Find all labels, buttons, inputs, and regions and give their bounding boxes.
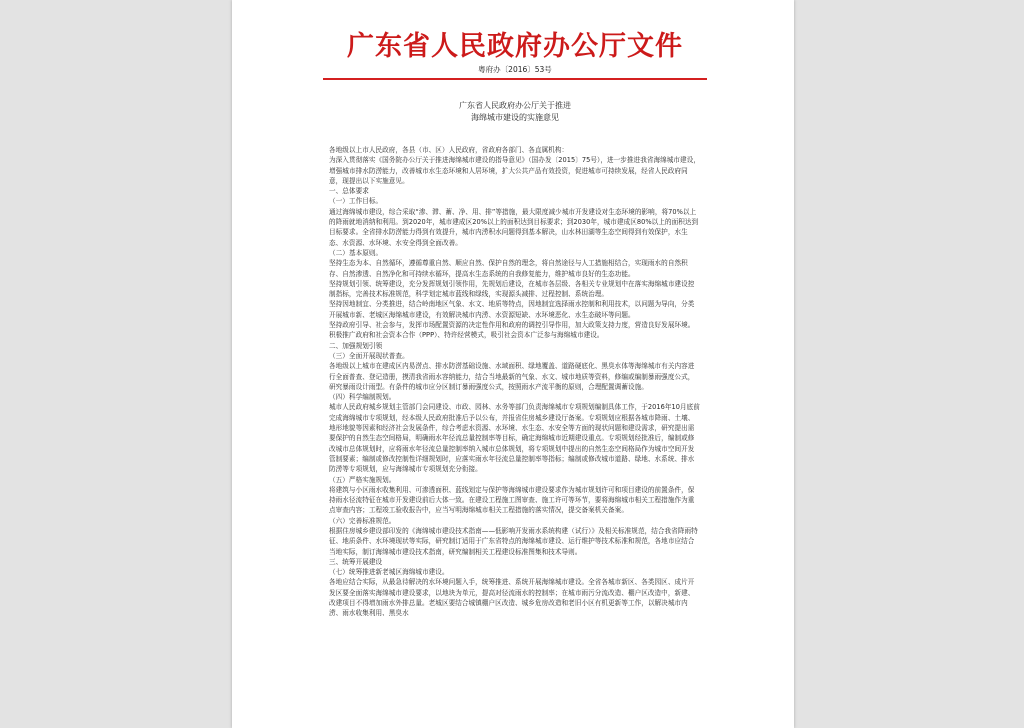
page-content — [329, 30, 701, 619]
body-paragraph: 坚持规划引领、统筹建设，充分发挥规划引领作用，先规划后建设，在城市各层级、各相关专业规划中在落实海绵城市建设控制指标，完善技术标准规范，科学划定城市蓝线和绿线，实现源头减排、过程控制、系统治理。 — [329, 279, 695, 299]
document-header-title: 广东省人民政府办公厅文件 — [347, 31, 683, 62]
red-divider-line — [323, 78, 707, 80]
section-heading: 三、统筹开展建设 — [329, 557, 383, 566]
subsection-heading: （四）科学编制规划。 — [329, 393, 396, 402]
document-title-line: 海绵城市建设的实施意见 — [471, 113, 559, 122]
section-heading: 一、总体要求 — [329, 187, 369, 196]
subsection-heading: （五）严格实施规划。 — [329, 475, 396, 484]
subsection-heading: （二）基本原则。 — [329, 248, 383, 257]
body-paragraph: 将建筑与小区雨水收集利用、可渗透面积、蓝线划定与保护等海绵城市建设要求作为城市规划许可和项目建设的前置条件，保持雨水径流特征在城市开发建设前后大体一致。在建设工程施工图审查、施工许可等环节，要将海绵城市相关工程措施作为重点审查内容；工程竣工验收报告中，应当写明海绵城市相关工程措施的落实情况，提交备案机关备案。 — [329, 485, 695, 515]
body-paragraph: 坚持因地制宜、分类推进，结合岭南地区气象、水文、地质等特点，因地制宜选择雨水控制和利用技术，以问题为导向，分类开展城市新、老城区海绵城市建设，有效解决城市内涝、水资源短缺、水环境恶化、水生态破坏等问题。 — [329, 300, 695, 319]
document-page — [232, 0, 794, 728]
body-paragraph: 城市人民政府城乡规划主管部门会同建设、市政、园林、水务等部门负责海绵城市专项规划编制具体工作，于2016年10月底前完成海绵城市专项规划，经本级人民政府批准后予以公布，并报省住房城乡建设厅备案。专项规划应根据各城市降雨、土壤、地形地貌等因素和经济社会发展条件，综合考虑水资源、水环境、水生态、水安全等方面的现状问题和建设需求，研究提出需要保护的自然生态空间格局，明确雨水年径流总量控制率等目标，确定海绵城市近期建设重点。专项规划经批准后，编制或修改城市总体规划时，应将雨水年径流总量控制率纳入城市总体规划，将专项规划中提出的自然生态空间格局作为城市空间开发管制要素；编制或修改控制性详细规划时，应落实雨水年径流总量控制率等指标；编制或修改城市道路、绿地、水系统、排水防涝等专项规划，应与海绵城市专项规划充分衔接。 — [329, 403, 700, 474]
document-title-line: 广东省人民政府办公厅关于推进 — [459, 101, 571, 110]
document-number: 粤府办〔2016〕53号 — [478, 65, 552, 74]
body-paragraph: 各地应结合实际，从最急待解决的水环境问题入手，统筹推进、系统开展海绵城市建设。全省各城市新区、各类园区、成片开发区要全面落实海绵城市建设要求，以地块为单元，提高对径流雨水的控制率；在城市雨污分流改造、棚户区改造中，新建、改建项目不得增加雨水外排总量。老城区要结合城镇棚户区改造、城乡危房改造和老旧小区有机更新等工作，以解决城市内涝、雨水收集利用、黑臭水 — [329, 578, 695, 618]
body-paragraph: 坚持政府引导、社会参与，发挥市场配置资源的决定性作用和政府的调控引导作用，加大政策支持力度，营造良好发展环境。积极推广政府和社会资本合作（PPP）、特许经营模式，吸引社会资本广泛参与海绵城市建设。 — [329, 321, 695, 340]
body-paragraph: 各地级以上城市在建成区内易涝点、排水防涝基础设施、水域面积、绿地覆盖、道路硬底化、黑臭水体等海绵城市有关内容进行全面普查、登记造册，摸清我省雨水容纳能力，结合当地最新的气象、水文、城市地质等资料，修编或编制暴雨强度公式，研究暴雨设计雨型。有条件的城市应分区制订暴雨强度公式，按照雨水产流平衡的原则，合理配置调蓄设施。 — [329, 362, 695, 391]
subsection-heading: （三）全面开展现状普查。 — [329, 351, 409, 360]
subsection-heading: （六）完善标准规范。 — [329, 516, 396, 525]
body-paragraph: 坚持生态为本、自然循环，遵循尊重自然、顺应自然、保护自然的理念，将自然途径与人工措施相结合，实现雨水的自然积存、自然渗透、自然净化和可持续水循环，提高水生态系统的自我修复能力，维护城市良好的生态功能。 — [329, 259, 688, 278]
body-paragraph: 通过海绵城市建设，综合采取“渗、滞、蓄、净、用、排”等措施，最大限度减少城市开发建设对生态环境的影响，将70%以上的降雨就地消纳和利用。到2020年，城市建成区20%以上的面积达到目标要求；到2030年，城市建成区80%以上的面积达到目标要求。全省排水防涝能力得到有效提升，城市内涝积水问题得到基本解决，山水林田湖等生态空间得到有效保护，水生态、水资源、水环境、水安全得到全面改善。 — [329, 207, 699, 247]
body-paragraph: 根据住房城乡建设部印发的《海绵城市建设技术指南——低影响开发雨水系统构建（试行）》及相关标准规范，结合我省降雨特征、地质条件、水环境现状等实际，研究制订适用于广东省特点的海绵城市建设、运行维护等技术标准和规范，各地市应结合当地实际，制订海绵城市建设技术指南，研究编制相关工程建设标准图集和技术导则。 — [329, 526, 698, 556]
body-paragraph: 各地级以上市人民政府，各县（市、区）人民政府，省政府各部门、各直属机构： — [329, 146, 569, 154]
section-heading: 二、加强规划引领 — [329, 341, 383, 350]
subsection-heading: （七）统筹推进新老城区海绵城市建设。 — [329, 568, 449, 577]
document-title — [329, 100, 701, 124]
body-paragraph: 为深入贯彻落实《国务院办公厅关于推进海绵城市建设的指导意见》（国办发〔2015〕75号），进一步推进我省海绵城市建设，增强城市排水防涝能力，改善城市水生态环境和人居环境，扩大公共产品有效投资，促进城市可持续发展，经省人民政府同意，现提出以下实施意见。 — [329, 156, 700, 185]
document-body — [329, 145, 701, 619]
subsection-heading: （一）工作目标。 — [329, 197, 383, 206]
